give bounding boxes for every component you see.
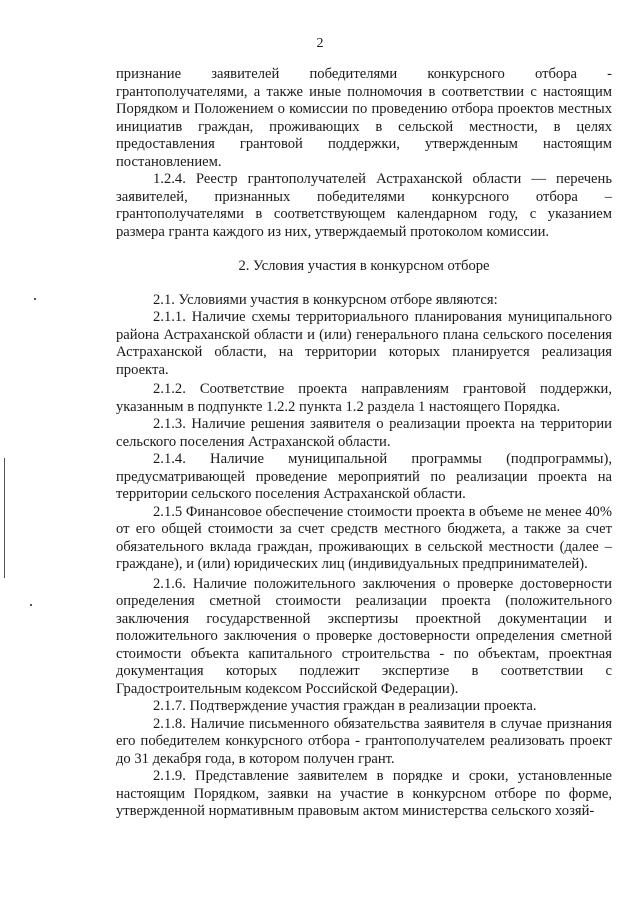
document-body [116,66,612,821]
page-number: 2 [316,36,324,51]
paragraph-2-1-5: 2.1.5 Финансовое обеспечение стоимости проекта в объеме не менее 40% от его общей стоимости за счет средств местного бюджета, а также за счет обязательного вклада граждан, проживающих в сельской местности (далее – граждане), и (или) юридических лиц (индивидуальных предпринимателей). [116,503,612,572]
paragraph-2-1-7: 2.1.7. Подтверждение участия граждан в реализации проекта. [153,698,537,714]
paragraph-2-1-4: 2.1.4. Наличие муниципальной программы (подпрограммы), предусматривающей проведение мероприятий по реализации проекта на территории сельского поселения Астраханской области. [116,451,612,502]
paragraph-2-1-8: 2.1.8. Наличие письменного обязательства заявителя в случае признания его победителем конкурсного отбора - грантополучателем реализовать проект до 31 декабря года, в котором получен грант. [116,715,612,767]
paragraph-continuation: признание заявителей победителями конкурсного отбора - грантополучателями, а также иные полномочия в соответствии с настоящим Порядком и Положением о комиссии по проведению отбора проектов местных инициатив граждан, проживающих в сельской местности, в целях предоставления грантовой поддержки, утвержденным настоящим постановлением. [116,66,612,170]
paragraph-1-2-4: 1.2.4. Реестр грантополучателей Астраханской области — перечень заявителей, признанных победителями конкурсного отбора – грантополучателями в соответствующем календарном году, с указанием размера гранта каждого из них, утверждаемый протоколом комиссии. [116,171,612,240]
paragraph-2-1-9: 2.1.9. Представление заявителем в порядке и сроки, установленные настоящим Порядком, заявки на участие в конкурсном отборе по форме, утвержденной нормативным правовым актом министерства сельского хозяй- [116,768,612,819]
scan-mark [30,604,32,606]
paragraph-2-1-2: 2.1.2. Соответствие проекта направлениям грантовой поддержки, указанным в подпункте 1.2.2 пункта 1.2 раздела 1 настоящего Порядка. [116,381,612,415]
paragraph-2-1: 2.1. Условиями участия в конкурсном отборе являются: [153,291,498,308]
paragraph-2-1-6: 2.1.6. Наличие положительного заключения о проверке достоверности определения сметной стоимости реализации проекта (положительного заключения государственной экспертизы проектной документации и положительного заключения о проверке достоверности определения сметной стоимости объекта капитального строительства - по объектам, проектная документация которых подлежит экспертизе в соответствии с Градостроительным кодексом Российской Федерации). [116,575,612,697]
paragraph-2-1-1: 2.1.1. Наличие схемы территориального планирования муниципального района Астраханской области и (или) генерального плана сельского поселения Астраханской области, на территории которых планируется реализация проекта. [116,309,612,378]
section-heading: 2. Условия участия в конкурсном отборе [238,258,490,274]
scan-mark [34,298,36,300]
paragraph-2-1-3: 2.1.3. Наличие решения заявителя о реализации проекта на территории сельского поселения Астраханской области. [116,416,612,450]
scan-mark [4,458,5,578]
